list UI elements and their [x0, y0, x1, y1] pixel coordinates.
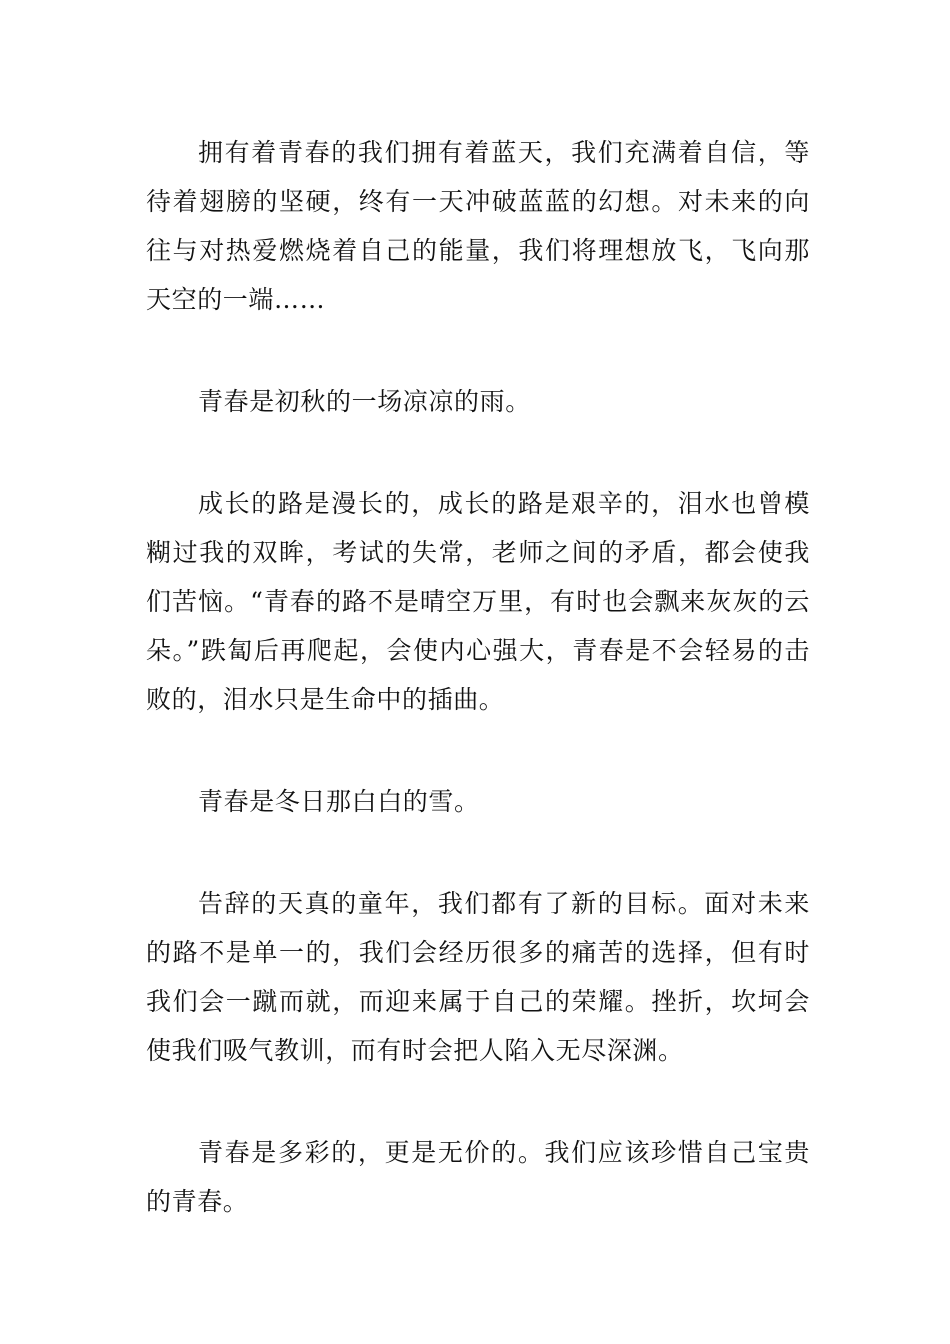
paragraph-4: 青春是冬日那白白的雪。 [198, 787, 480, 816]
paragraph-1: 拥有着青春的我们拥有着蓝天，我们充满着自信，等待着翅膀的坚硬，终有一天冲破蓝蓝的幻想。对未来的向往与对热爱燃烧着自己的能量，我们将理想放飞，飞向那天空的一端…… [146, 138, 810, 314]
paragraph-2: 青春是初秋的一场凉凉的雨。 [198, 387, 531, 416]
paragraph-6: 青春是多彩的，更是无价的。我们应该珍惜自己宝贵的青春。 [146, 1138, 810, 1216]
paragraph-5: 告辞的天真的童年，我们都有了新的目标。面对未来的路不是单一的，我们会经历很多的痛苦的选择，但有时我们会一蹴而就，而迎来属于自己的荣耀。挫折，坎坷会使我们吸气教训，而有时会把人陷入无尽深渊。 [146, 889, 810, 1065]
paragraph-3: 成长的路是漫长的，成长的路是艰辛的，泪水也曾模糊过我的双眸，考试的失常，老师之间的矛盾，都会使我们苦恼。“青春的路不是晴空万里，有时也会飘来灰灰的云朵。”跌匐后再爬起，会使内心强大，青春是不会轻易的击败的，泪水只是生命中的插曲。 [146, 489, 810, 714]
document-body [146, 128, 810, 1226]
